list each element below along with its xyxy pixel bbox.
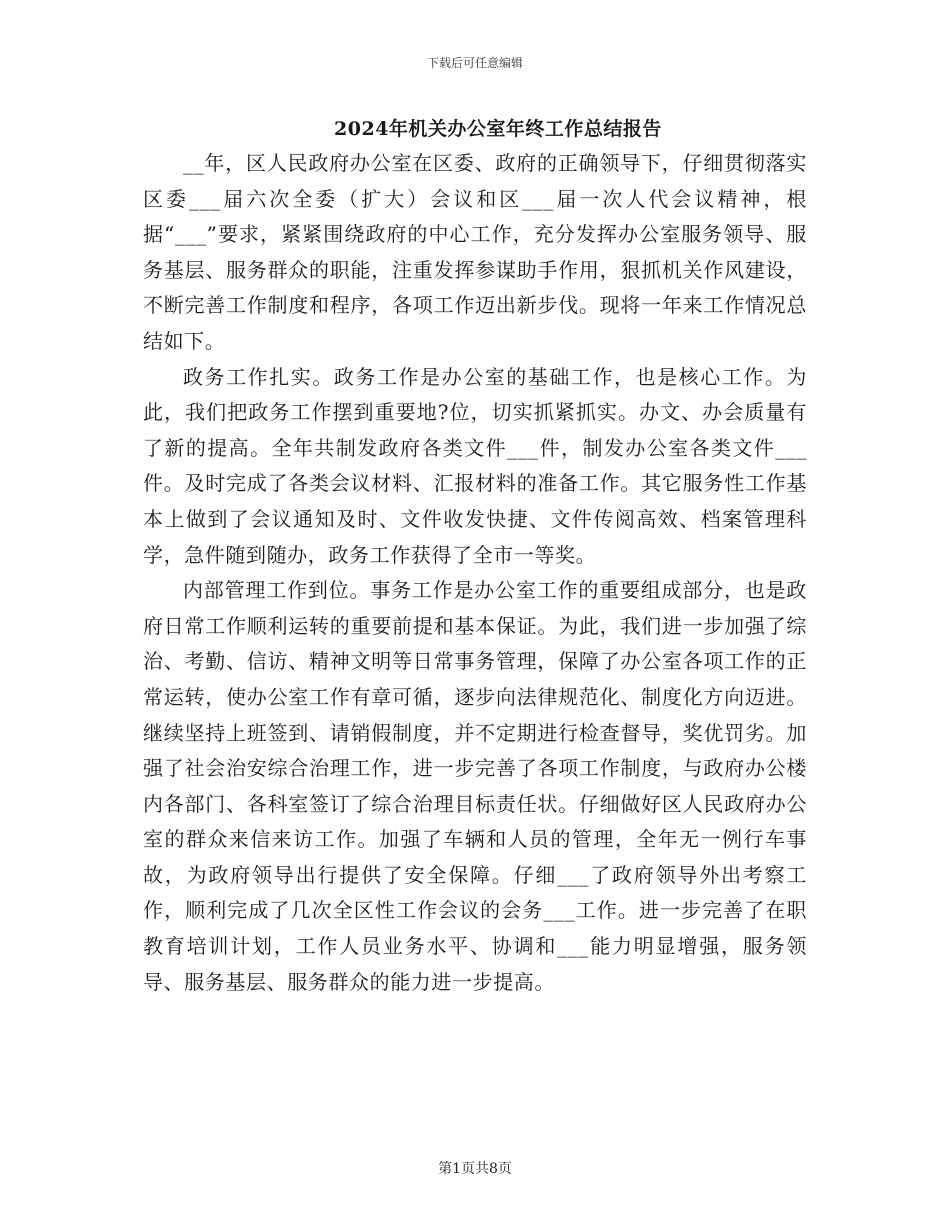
document-body <box>143 146 807 1000</box>
document-title: 2024年机关办公室年终工作总结报告 <box>334 118 662 140</box>
page-footer: 第1页共8页 <box>438 1161 512 1177</box>
paragraph-intro: __年，区人民政府办公室在区委、政府的正确领导下，仔细贯彻落实区委___届六次全委（扩大）会议和区___届一次人代会议精神，根据“___”要求，紧紧围绕政府的中心工作，充分发挥办公室服务领导、服务基层、服务群众的职能，注重发挥参谋助手作用，狠抓机关作风建设，不断完善工作制度和程序，各项工作迈出新步伐。现将一年来工作情况总结如下。 <box>143 151 807 353</box>
header-note: 下载后可任意编辑 <box>426 56 523 70</box>
paragraph-government-affairs: 政务工作扎实。政务工作是办公室的基础工作，也是核心工作。为此，我们把政务工作摆到重要地?位，切实抓紧抓实。办文、办会质量有了新的提高。全年共制发政府各类文件___件，制发办公室各类文件___件。及时完成了各类会议材料、汇报材料的准备工作。其它服务性工作基本上做到了会议通知及时、文件收发快捷、文件传阅高效、档案管理科学，急件随到随办，政务工作获得了全市一等奖。 <box>143 364 807 567</box>
paragraph-internal-management: 内部管理工作到位。事务工作是办公室工作的重要组成部分，也是政府日常工作顺利运转的重要前提和基本保证。为此，我们进一步加强了综治、考勤、信访、精神文明等日常事务管理，保障了办公室各项工作的正常运转，使办公室工作有章可循，逐步向法律规范化、制度化方向迈进。继续坚持上班签到、请销假制度，并不定期进行检查督导，奖优罚劣。加强了社会治安综合治理工作，进一步完善了各项工作制度，与政府办公楼内各部门、各科室签订了综合治理目标责任状。仔细做好区人民政府办公室的群众来信来访工作。加强了车辆和人员的管理，全年无一例行车事故，为政府领导出行提供了安全保障。仔细___了政府领导外出考察工作，顺利完成了几次全区性工作会议的会务___工作。进一步完善了在职教育培训计划，工作人员业务水平、协调和___能力明显增强，服务领导、服务基层、服务群众的能力进一步提高。 <box>143 578 807 994</box>
